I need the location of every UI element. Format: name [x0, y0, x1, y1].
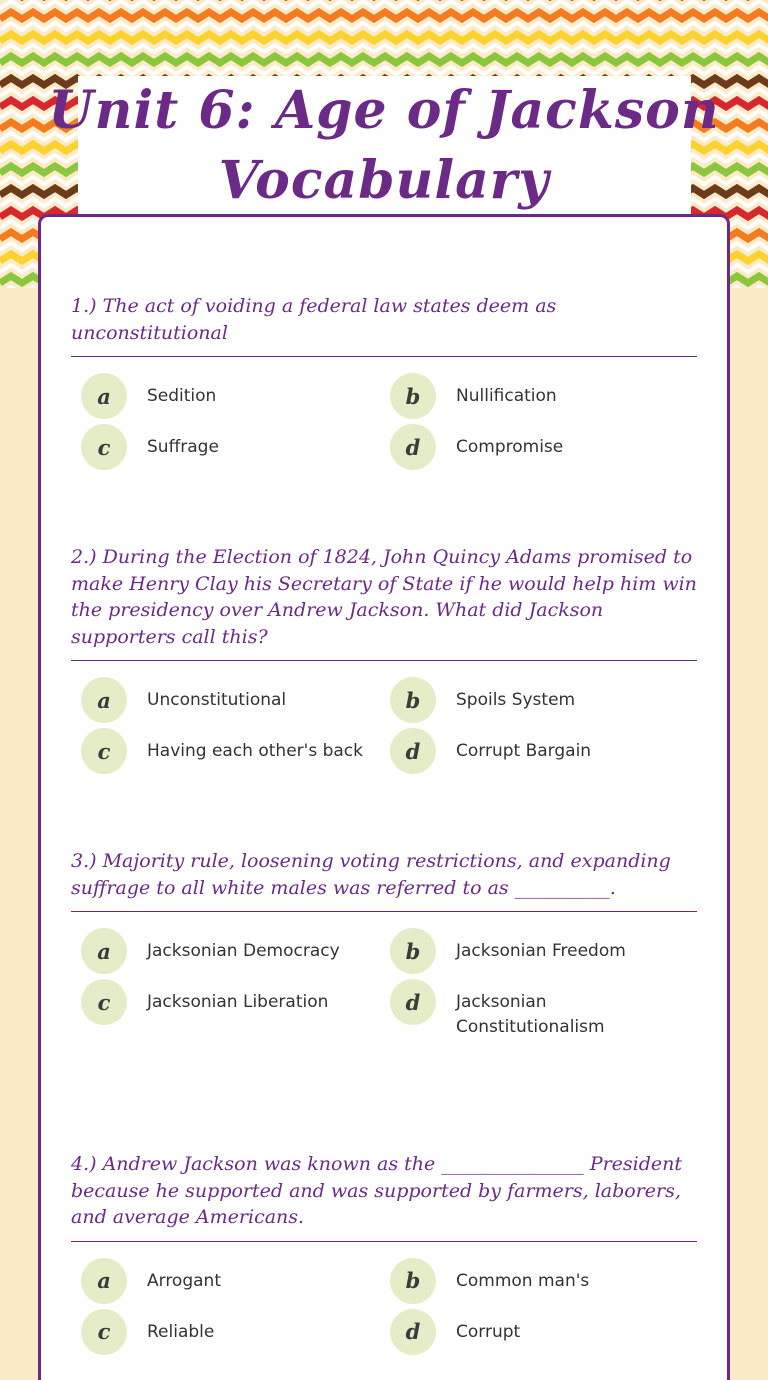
chevron-stripe [0, 56, 768, 63]
answer-option-c[interactable] [81, 979, 381, 1025]
answer-letter: b [390, 928, 436, 974]
answer-option-b[interactable] [390, 373, 690, 419]
answer-letter: d [390, 728, 436, 774]
answer-text: Having each other's back [147, 741, 363, 761]
question-text: 1.) The act of voiding a federal law states deem as unconstitutional [71, 293, 697, 357]
title-line-2: Vocabulary [218, 150, 550, 211]
question-text: 2.) During the Election of 1824, John Quincy Adams promised to make Henry Clay his Secretary of State if he would help him win the presidency over Andrew Jackson. What did Jackson supporters call this? [71, 544, 697, 661]
answer-letter: a [81, 373, 127, 419]
question-text: 3.) Majority rule, loosening voting restrictions, and expanding suffrage to all white males was referred to as __________. [71, 848, 697, 912]
answer-option-a[interactable] [81, 373, 381, 419]
chevron-stripe [0, 12, 768, 19]
answer-letter: b [390, 373, 436, 419]
answer-letter: c [81, 1309, 127, 1355]
chevron-stripe [0, 1, 768, 8]
answer-letter: a [81, 1258, 127, 1304]
answer-letter: c [81, 979, 127, 1025]
answer-letter: c [81, 728, 127, 774]
chevron-stripe [0, 23, 768, 30]
answer-letter: a [81, 928, 127, 974]
question-4 [71, 1151, 697, 1344]
answer-text: Corrupt [456, 1321, 521, 1342]
answer-letter: a [81, 677, 127, 723]
chevron-stripe [0, 34, 768, 41]
answer-text: Sedition [147, 386, 217, 406]
answer-text: Spoils System [456, 690, 576, 710]
answer-option-d[interactable] [390, 979, 690, 1040]
chevron-stripe [0, 67, 768, 74]
answer-letter: d [390, 979, 436, 1025]
answer-option-d[interactable] [390, 1309, 690, 1355]
answer-option-c[interactable] [81, 1309, 381, 1355]
answer-option-a[interactable] [81, 928, 381, 974]
answer-option-b[interactable] [390, 928, 690, 974]
answer-text: Jacksonian Democracy [147, 941, 340, 961]
answer-option-c[interactable] [81, 424, 381, 470]
answer-option-d[interactable] [390, 424, 690, 470]
answer-text: Jacksonian Liberation [147, 992, 329, 1012]
answer-text: Compromise [456, 437, 564, 457]
answer-text: Jacksonian Freedom [456, 941, 626, 961]
answer-option-a[interactable] [81, 677, 381, 723]
answer-option-c[interactable] [81, 728, 381, 774]
question-3 [71, 848, 697, 1037]
question-2 [71, 544, 697, 764]
answer-text: Arrogant [147, 1270, 221, 1291]
question-text: 4.) Andrew Jackson was known as the _______________ President because he supported and was supported by farmers, laborers, and average Americans. [71, 1151, 697, 1242]
answer-letter: b [390, 677, 436, 723]
answer-option-b[interactable] [390, 1258, 690, 1304]
answer-option-d[interactable] [390, 728, 690, 774]
answer-text: Common man's [456, 1270, 590, 1291]
answer-text: Nullification [456, 386, 557, 406]
answer-option-a[interactable] [81, 1258, 381, 1304]
answer-text: Reliable [147, 1321, 215, 1342]
question-1 [71, 293, 697, 460]
title-line-1: Unit 6: Age of Jackson [48, 80, 720, 141]
answer-text: Unconstitutional [147, 690, 287, 710]
answer-letter: c [81, 424, 127, 470]
answer-text: Jacksonian Constitutionalism [456, 992, 605, 1037]
answer-letter: b [390, 1258, 436, 1304]
answer-letter: d [390, 1309, 436, 1355]
answer-option-b[interactable] [390, 677, 690, 723]
answer-text: Corrupt Bargain [456, 741, 592, 761]
answer-text: Suffrage [147, 437, 219, 457]
chevron-stripe [0, 45, 768, 52]
answer-letter: d [390, 424, 436, 470]
page-title [0, 76, 768, 216]
